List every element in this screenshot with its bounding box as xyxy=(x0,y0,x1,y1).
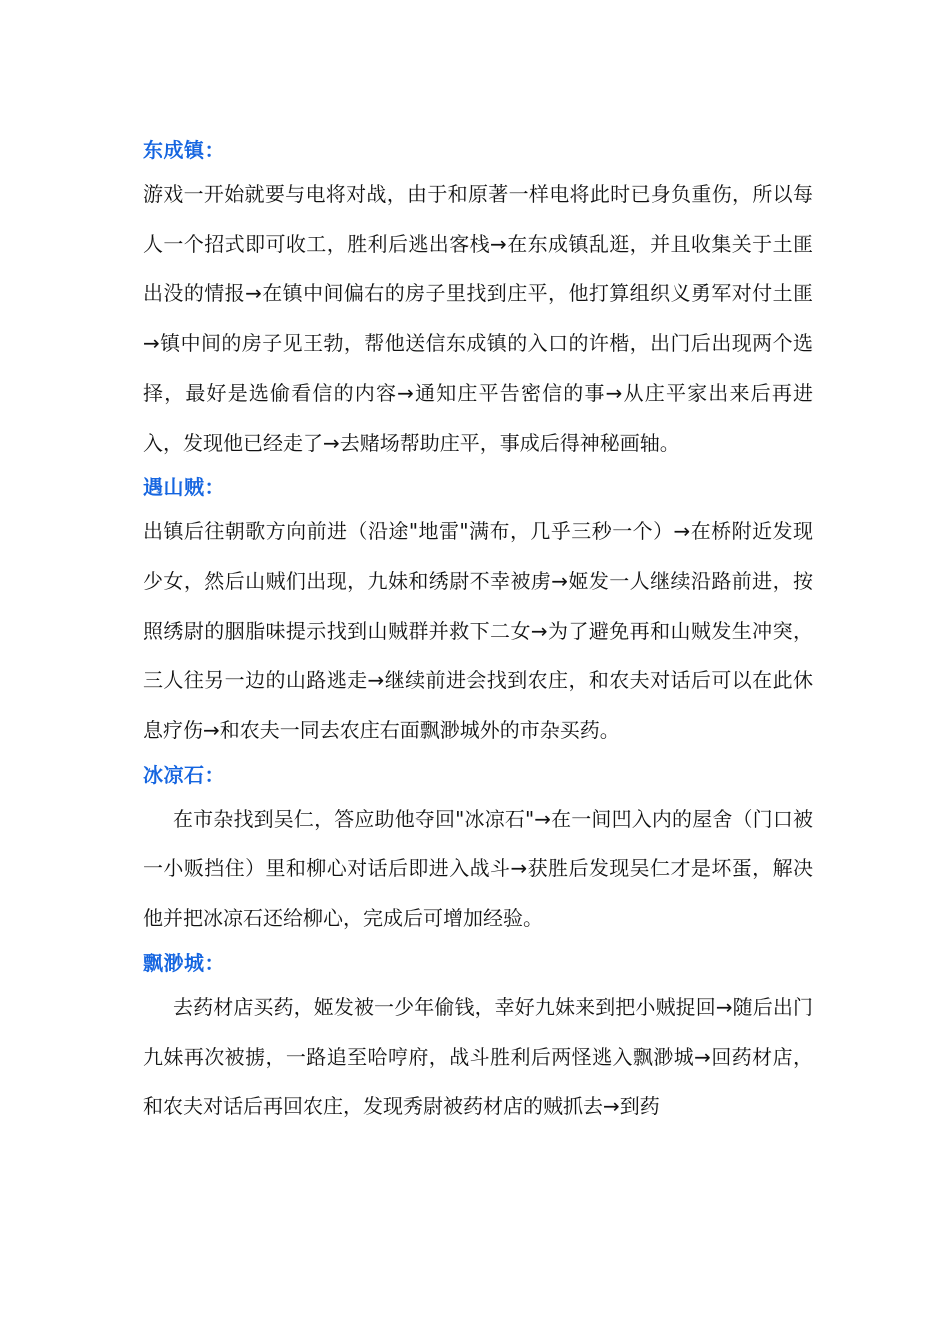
section-heading-bingliangshi: 冰凉石： xyxy=(143,762,225,787)
section-body-bingliangshi: 在市杂找到吴仁，答应助他夺回"冰凉石"→在一间凹入内的屋舍（门口被一小贩挡住）里和柳心对话后即进入战斗→获胜后发现吴仁才是坏蛋，解决他并把冰凉石还给柳心，完成后可增加经验。 xyxy=(143,806,813,931)
section-heading-yushanzei: 遇山贼： xyxy=(143,475,225,500)
section-body-yushanzei: 出镇后往朝歌方向前进（沿途"地雷"满布，几乎三秒一个）→在桥附近发现少女，然后山贼们出现，九妹和绣尉不幸被虏→姬发一人继续沿路前进，按照绣尉的胭脂味提示找到山贼群并救下二女→为了避免再和山贼发生冲突，三人往另一边的山路逃走→继续前进会找到农庄，和农夫对话后可以在此休息疗伤→和农夫一同去农庄右面飘渺城外的市杂买药。 xyxy=(143,519,813,743)
document-page xyxy=(143,132,813,1133)
section-body-dongchengzhen: 游戏一开始就要与电将对战，由于和原著一样电将此时已身负重伤，所以每人一个招式即可收工，胜利后逃出客栈→在东成镇乱逛，并且收集关于土匪出没的情报→在镇中间偏右的房子里找到庄平，他打算组织义勇军对付土匪→镇中间的房子见王勃，帮他送信东成镇的入口的许楷，出门后出现两个选择，最好是选偷看信的内容→通知庄平告密信的事→从庄平家出来后再进入，发现他已经走了→去赌场帮助庄平，事成后得神秘画轴。 xyxy=(143,182,813,455)
section-heading-piaomiaocheng: 飘渺城： xyxy=(143,950,225,975)
section-body-piaomiaocheng: 去药材店买药，姬发被一少年偷钱，幸好九妹来到把小贼捉回→随后出门九妹再次被掳，一路追至哈哼府，战斗胜利后两怪逃入飘渺城→回药材店，和农夫对话后再回农庄，发现秀尉被药材店的贼抓去→到药 xyxy=(143,994,813,1119)
section-heading-dongchengzhen: 东成镇： xyxy=(143,138,225,162)
